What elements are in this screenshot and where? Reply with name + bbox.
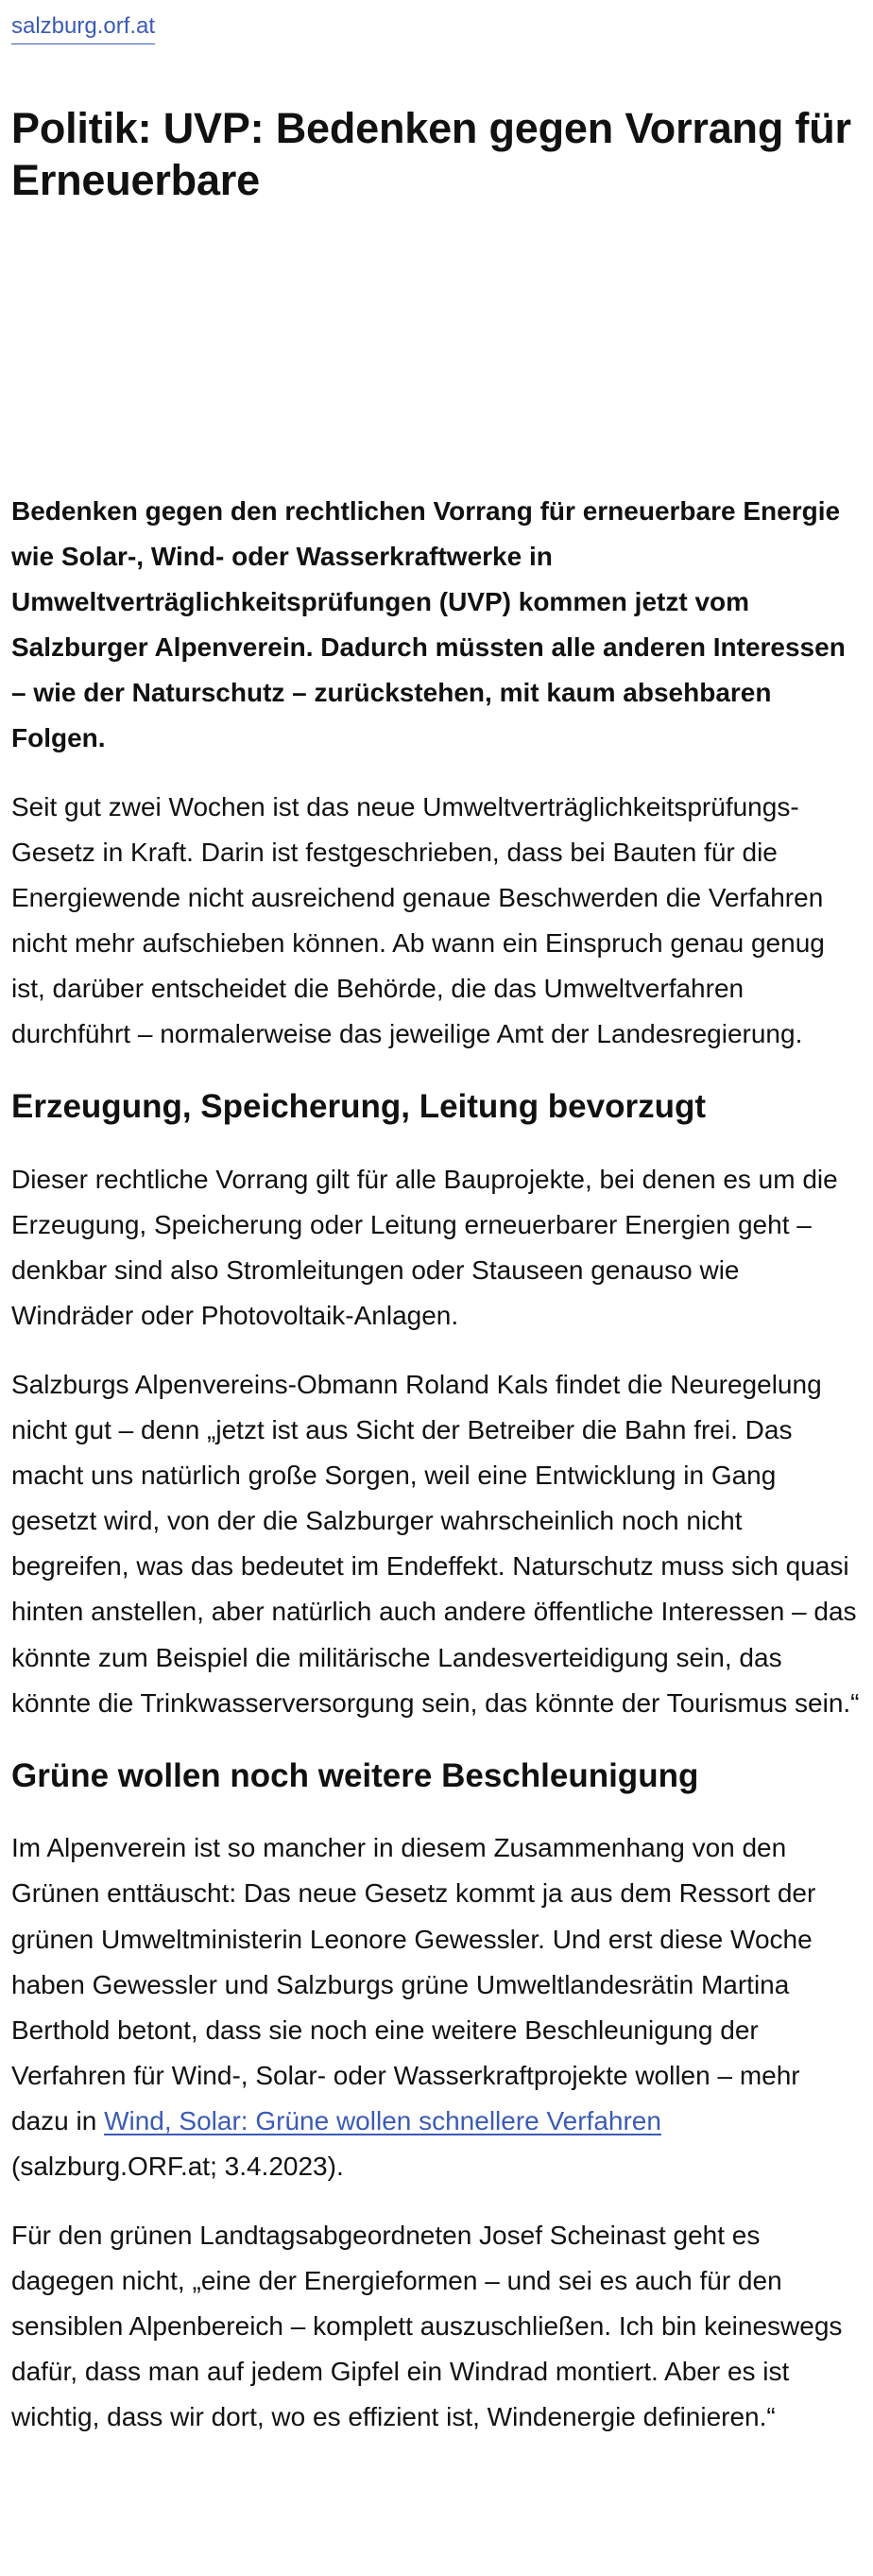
subheading-1: Erzeugung, Speicherung, Leitung bevorzugt: [11, 1088, 707, 1126]
media-placeholder: [11, 207, 862, 489]
paragraph-3: Salzburgs Alpenvereins-Obmann Roland Kals findet die Neuregelung nicht gut – denn „jetzt ist aus Sicht der Betreiber die Bahn frei. Das macht uns natürlich große Sorgen, weil eine Entwicklung in Gang gesetzt wird, von der die Salzburger wahrscheinlich noch nicht begreifen, was das bedeutet im Endeffekt. Naturschutz muss sich quasi hinten anstellen, aber natürlich auch andere öffentliche Interessen – das könnte zum Beispiel die militärische Landesverteidigung sein, das könnte die Trinkwasserversorgung sein, das könnte der Tourismus sein.“: [11, 1369, 860, 1718]
site-home-link[interactable]: salzburg.orf.at: [11, 13, 155, 44]
related-article-link[interactable]: Wind, Solar: Grüne wollen schnellere Verfahren: [104, 2106, 661, 2136]
article-lead: Bedenken gegen den rechtlichen Vorrang für erneuerbare Energie wie Solar-, Wind- oder Wasserkraftwerke in Umweltverträglichkeitsprüfungen (UVP) kommen jetzt vom Salzburger Alpenverein. Dadurch müssten alle anderen Interessen – wie der Naturschutz – zurückstehen, mit kaum absehbaren Folgen.: [11, 495, 846, 753]
article-title: Politik: UVP: Bedenken gegen Vorrang für Erneuerbare: [11, 103, 851, 204]
paragraph-2: Dieser rechtliche Vorrang gilt für alle Bauprojekte, bei denen es um die Erzeugung, Speicherung oder Leitung erneuerbarer Energien geht – denkbar sind also Stromleitungen oder Stauseen genauso wie Windräder oder Photovoltaik-Anlagen.: [11, 1164, 838, 1331]
subheading-2: Grüne wollen noch weitere Beschleunigung: [11, 1756, 699, 1794]
paragraph-4: [11, 1825, 862, 2189]
paragraph-1: Seit gut zwei Wochen ist das neue Umweltverträglichkeitsprüfungs-Gesetz in Kraft. Darin ist festgeschrieben, dass bei Bauten für die Energiewende nicht ausreichend genaue Beschwerden die Verfahren nicht mehr aufschieben können. Ab wann ein Einspruch genau genug ist, darüber entscheidet die Behörde, die das Umweltverfahren durchführt – normalerweise das jeweilige Amt der Landesregierung.: [11, 791, 825, 1049]
paragraph-4-text-before: Im Alpenverein ist so mancher in diesem Zusammenhang von den Grünen enttäuscht: Das neue Gesetz kommt ja aus dem Ressort der grünen Umweltministerin Leonore Gewessler. Und erst diese Woche haben Gewessler und Salzburgs grüne Umweltlandesrätin Martina Berthold betont, dass sie noch eine weitere Beschleunigung der Verfahren für Wind-, Solar- oder Wasserkraftprojekte wollen – mehr dazu in: [11, 1833, 816, 2136]
paragraph-5: Für den grünen Landtagsabgeordneten Josef Scheinast geht es dagegen nicht, „eine der Energieformen – und sei es auch für den sensiblen Alpenbereich – komplett auszuschließen. Ich bin keineswegs dafür, dass man auf jedem Gipfel ein Windrad montiert. Aber es ist wichtig, dass wir dort, wo es effizient ist, Windenergie definieren.“: [11, 2220, 843, 2432]
paragraph-4-text-after: (salzburg.ORF.at; 3.4.2023).: [11, 2152, 344, 2182]
